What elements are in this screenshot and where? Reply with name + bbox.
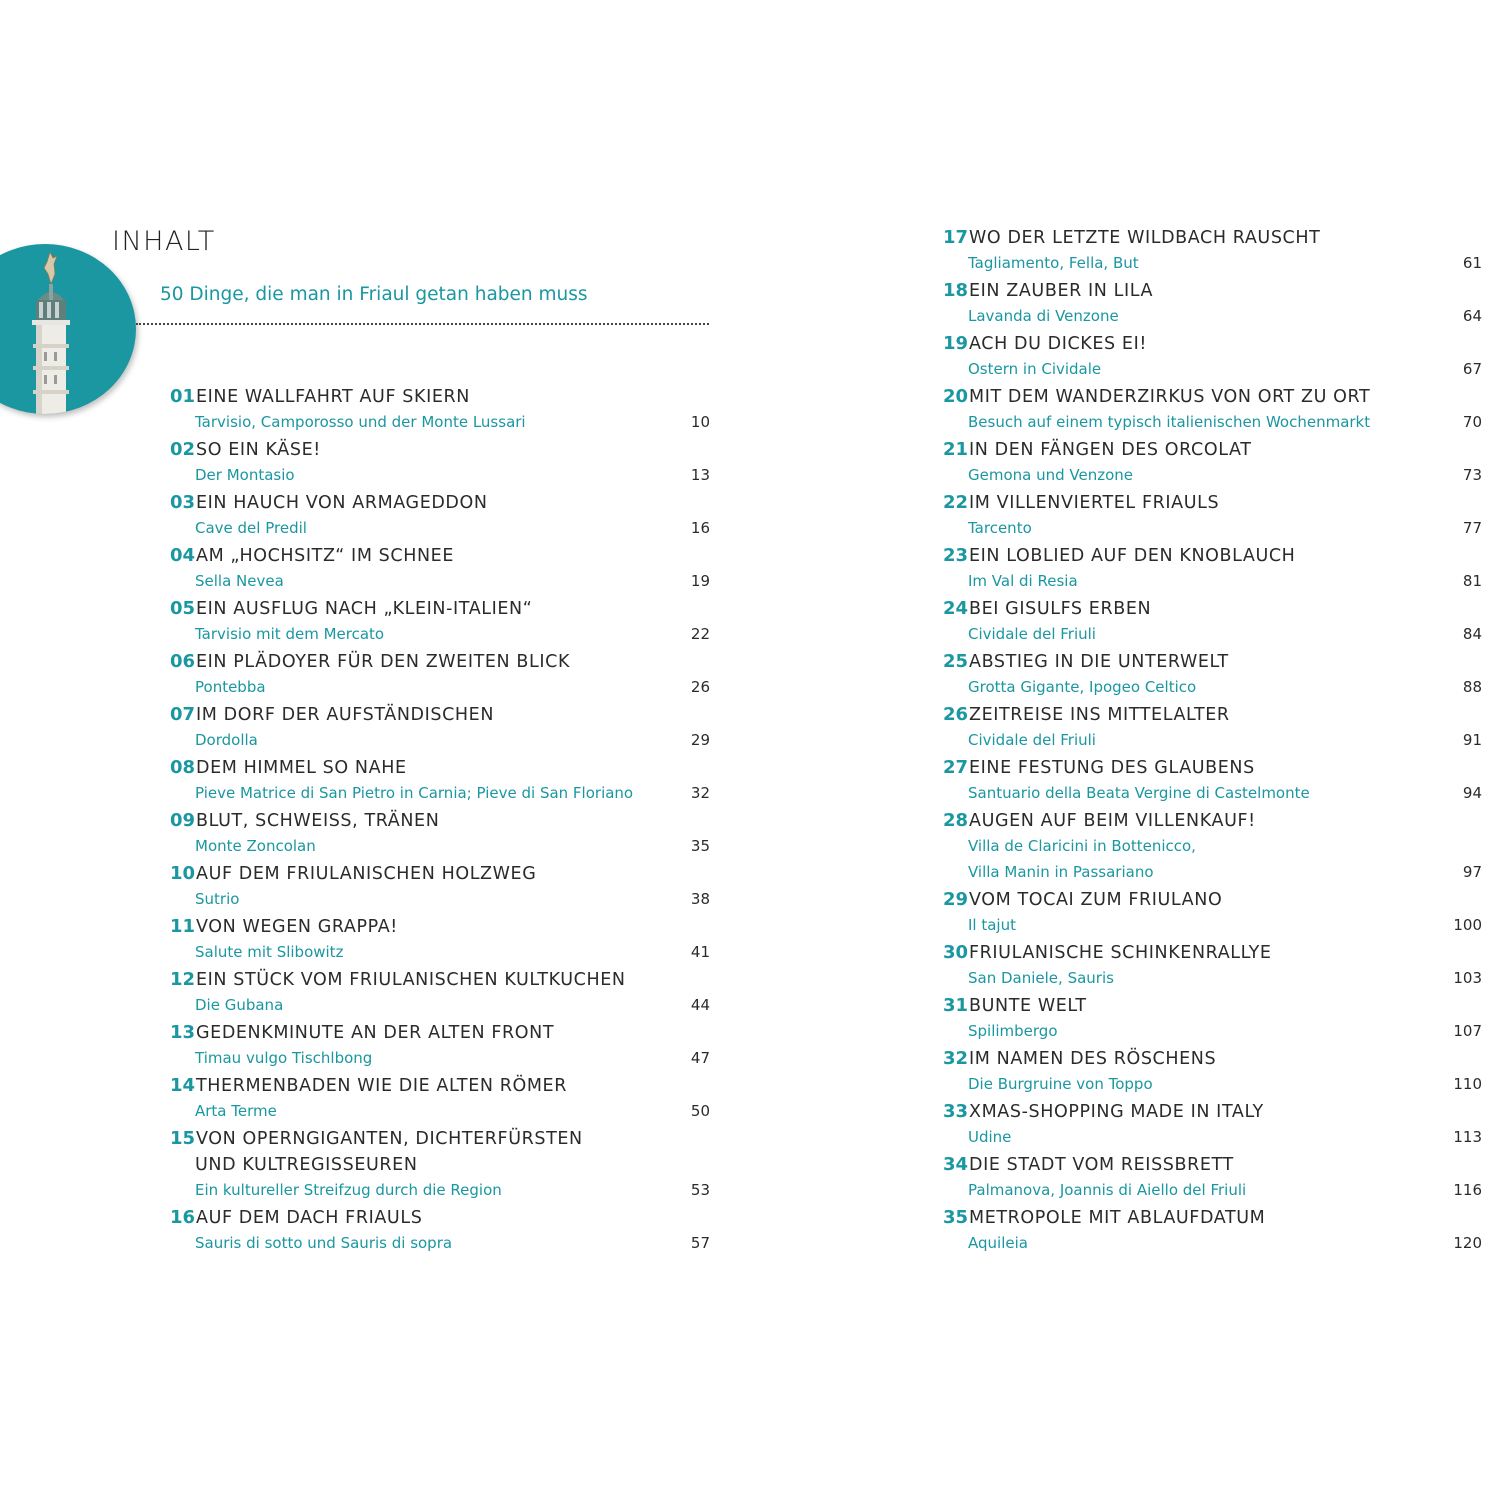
- toc-entry-head: [157, 1128, 710, 1155]
- entry-page-number: 100: [1453, 916, 1482, 934]
- entry-title: ABSTIEG IN DIE UNTERWELT: [969, 652, 1229, 672]
- entry-title: AM „HOCHSITZ“ IM SCHNEE: [196, 546, 454, 566]
- entry-subtitle-row: [930, 678, 1482, 704]
- toc-entry-head: [930, 545, 1482, 572]
- entry-subtitle-row: [930, 1128, 1482, 1154]
- entry-number: 20: [942, 386, 968, 407]
- entry-page-number: 29: [690, 731, 710, 749]
- toc-entry-head: [930, 1048, 1482, 1075]
- entry-subtitle-row: [157, 519, 710, 545]
- entry-title: DEM HIMMEL SO NAHE: [196, 758, 407, 778]
- toc-entry[interactable]: [930, 439, 1482, 492]
- entry-subtitle-row: [930, 360, 1482, 386]
- toc-entry[interactable]: [157, 545, 710, 598]
- entry-subtitle: Cividale del Friuli: [968, 625, 1096, 643]
- toc-entry-head: [157, 757, 710, 784]
- toc-entry-head: [157, 1207, 710, 1234]
- entry-number: 33: [942, 1101, 968, 1122]
- toc-entry-head: [930, 757, 1482, 784]
- entry-subtitle-row: [157, 413, 710, 439]
- toc-entry[interactable]: [157, 439, 710, 492]
- entry-number: 05: [169, 598, 195, 619]
- entry-number: 31: [942, 995, 968, 1016]
- entry-page-number: 26: [690, 678, 710, 696]
- entry-number: 22: [942, 492, 968, 513]
- entry-title: IM NAMEN DES RÖSCHENS: [969, 1049, 1217, 1069]
- entry-subtitle: Timau vulgo Tischlbong: [195, 1049, 373, 1067]
- entry-title: IM DORF DER AUFSTÄNDISCHEN: [196, 705, 495, 725]
- toc-entry[interactable]: [930, 942, 1482, 995]
- entry-number: 26: [942, 704, 968, 725]
- entry-title: WO DER LETZTE WILDBACH RAUSCHT: [969, 228, 1321, 248]
- entry-subtitle: Dordolla: [195, 731, 258, 749]
- entry-number: 12: [169, 969, 195, 990]
- entry-subtitle: Spilimbergo: [968, 1022, 1058, 1040]
- toc-entry[interactable]: [157, 916, 710, 969]
- entry-page-number: 10: [690, 413, 710, 431]
- entry-title: XMAS-SHOPPING MADE IN ITALY: [969, 1102, 1264, 1122]
- toc-entry[interactable]: [930, 810, 1482, 889]
- toc-entry[interactable]: [157, 704, 710, 757]
- entry-subtitle: Villa Manin in Passariano: [968, 863, 1154, 881]
- entry-title-continued: UND KULTREGISSEUREN: [195, 1155, 418, 1175]
- entry-page-number: 47: [690, 1049, 710, 1067]
- entry-title: SO EIN KÄSE!: [196, 440, 321, 460]
- entry-page-number: 91: [1462, 731, 1482, 749]
- entry-title: MIT DEM WANDERZIRKUS VON ORT ZU ORT: [969, 387, 1371, 407]
- toc-entry-head: [930, 704, 1482, 731]
- entry-subtitle-row: [930, 413, 1482, 439]
- entry-number: 34: [942, 1154, 968, 1175]
- entry-title: GEDENKMINUTE AN DER ALTEN FRONT: [196, 1023, 555, 1043]
- entry-subtitle-row: [157, 1049, 710, 1075]
- entry-subtitle-row: [930, 572, 1482, 598]
- toc-entry[interactable]: [157, 386, 710, 439]
- entry-title: IM VILLENVIERTEL FRIAULS: [969, 493, 1220, 513]
- entry-page-number: 67: [1462, 360, 1482, 378]
- entry-page-number: 22: [690, 625, 710, 643]
- entry-subtitle-row: [157, 1181, 710, 1207]
- toc-entry[interactable]: [930, 1101, 1482, 1154]
- entry-title: METROPOLE MIT ABLAUFDATUM: [969, 1208, 1266, 1228]
- entry-page-number: 77: [1462, 519, 1482, 537]
- entry-subtitle: Salute mit Slibowitz: [195, 943, 344, 961]
- entry-subtitle: San Daniele, Sauris: [968, 969, 1114, 987]
- entry-number: 32: [942, 1048, 968, 1069]
- entry-page-number: 84: [1462, 625, 1482, 643]
- entry-number: 35: [942, 1207, 968, 1228]
- entry-subtitle-row: [157, 996, 710, 1022]
- entry-title: EINE FESTUNG DES GLAUBENS: [969, 758, 1255, 778]
- toc-entry[interactable]: [930, 598, 1482, 651]
- toc-entry-head: [930, 227, 1482, 254]
- entry-page-number: 35: [690, 837, 710, 855]
- toc-entry[interactable]: [930, 757, 1482, 810]
- entry-number: 14: [169, 1075, 195, 1096]
- entry-title: AUGEN AUF BEIM VILLENKAUF!: [969, 811, 1256, 831]
- entry-subtitle-row: [930, 1181, 1482, 1207]
- entry-page-number: 57: [690, 1234, 710, 1252]
- entry-subtitle: Tagliamento, Fella, But: [968, 254, 1139, 272]
- toc-subtitle: 50 Dinge, die man in Friaul getan haben muss: [160, 284, 588, 305]
- entry-title: BEI GISULFS ERBEN: [969, 599, 1152, 619]
- entry-page-number: 97: [1462, 863, 1482, 881]
- toc-entry[interactable]: [157, 598, 710, 651]
- toc-entry[interactable]: [930, 889, 1482, 942]
- entry-subtitle: Il tajut: [968, 916, 1016, 934]
- entry-number: 19: [942, 333, 968, 354]
- toc-entry-head: [930, 889, 1482, 916]
- tower-photo-badge: [0, 244, 136, 414]
- entry-page-number: 16: [690, 519, 710, 537]
- entry-subtitle: Sauris di sotto und Sauris di sopra: [195, 1234, 453, 1252]
- toc-entry[interactable]: [930, 386, 1482, 439]
- entry-title: AUF DEM FRIULANISCHEN HOLZWEG: [196, 864, 537, 884]
- entry-subtitle-row: [157, 466, 710, 492]
- entry-subtitle: Palmanova, Joannis di Aiello del Friuli: [968, 1181, 1247, 1199]
- entry-number: 13: [169, 1022, 195, 1043]
- entry-title: VON WEGEN GRAPPA!: [196, 917, 398, 937]
- entry-subtitle: Der Montasio: [195, 466, 295, 484]
- entry-subtitle-row: [930, 1234, 1482, 1260]
- entry-subtitle-row: [930, 863, 1482, 889]
- entry-subtitle-row: [157, 678, 710, 704]
- entry-number: 01: [169, 386, 195, 407]
- entry-subtitle: Sella Nevea: [195, 572, 284, 590]
- toc-right-column: [930, 227, 1482, 1260]
- entry-subtitle: Santuario della Beata Vergine di Castelmonte: [968, 784, 1310, 802]
- dotted-divider: [136, 323, 709, 325]
- entry-title: EIN ZAUBER IN LILA: [969, 281, 1154, 301]
- toc-entry-head: [157, 545, 710, 572]
- entry-number: 16: [169, 1207, 195, 1228]
- toc-entry[interactable]: [930, 492, 1482, 545]
- entry-subtitle: Gemona und Venzone: [968, 466, 1134, 484]
- entry-page-number: 70: [1462, 413, 1482, 431]
- toc-entry-head: [157, 1075, 710, 1102]
- entry-page-number: 88: [1462, 678, 1482, 696]
- toc-entry-head: [157, 863, 710, 890]
- toc-entry-head: [930, 942, 1482, 969]
- entry-subtitle: Die Burgruine von Toppo: [968, 1075, 1153, 1093]
- entry-title: VON OPERNGIGANTEN, DICHTERFÜRSTEN: [196, 1129, 583, 1149]
- entry-subtitle-row: [157, 943, 710, 969]
- entry-subtitle-row: [157, 572, 710, 598]
- entry-subtitle: Cividale del Friuli: [968, 731, 1096, 749]
- entry-subtitle-row: [157, 731, 710, 757]
- entry-page-number: 61: [1462, 254, 1482, 272]
- entry-number: 30: [942, 942, 968, 963]
- entry-page-number: 19: [690, 572, 710, 590]
- entry-page-number: 38: [690, 890, 710, 908]
- entry-title: EIN LOBLIED AUF DEN KNOBLAUCH: [969, 546, 1296, 566]
- toc-entry[interactable]: [930, 280, 1482, 333]
- toc-entry[interactable]: [930, 704, 1482, 757]
- toc-entry[interactable]: [157, 757, 710, 810]
- entry-number: 29: [942, 889, 968, 910]
- entry-subtitle: Arta Terme: [195, 1102, 277, 1120]
- toc-entry[interactable]: [930, 545, 1482, 598]
- toc-entry-head: [157, 810, 710, 837]
- entry-subtitle: Udine: [968, 1128, 1012, 1146]
- entry-subtitle: Grotta Gigante, Ipogeo Celtico: [968, 678, 1197, 696]
- toc-entry-head: [157, 916, 710, 943]
- entry-page-number: 50: [690, 1102, 710, 1120]
- toc-entry[interactable]: [930, 1207, 1482, 1260]
- toc-entry-head: [930, 439, 1482, 466]
- entry-title: ACH DU DICKES EI!: [969, 334, 1147, 354]
- entry-number: 06: [169, 651, 195, 672]
- entry-subtitle-row: [930, 837, 1482, 863]
- toc-entry-head: [157, 439, 710, 466]
- toc-entry[interactable]: [157, 863, 710, 916]
- entry-page-number: 53: [690, 1181, 710, 1199]
- entry-subtitle-row: [930, 466, 1482, 492]
- entry-page-number: 110: [1453, 1075, 1482, 1093]
- toc-entry-head: [157, 492, 710, 519]
- entry-title: EIN STÜCK VOM FRIULANISCHEN KULTKUCHEN: [196, 970, 626, 990]
- entry-title: THERMENBADEN WIE DIE ALTEN RÖMER: [196, 1076, 567, 1096]
- entry-subtitle: Cave del Predil: [195, 519, 307, 537]
- entry-title: ZEITREISE INS MITTELALTER: [969, 705, 1230, 725]
- entry-title: EIN AUSFLUG NACH „KLEIN-ITALIEN“: [196, 599, 533, 619]
- entry-subtitle: Pieve Matrice di San Pietro in Carnia; Pieve di San Floriano: [195, 784, 634, 802]
- entry-subtitle: Pontebba: [195, 678, 266, 696]
- entry-page-number: 13: [690, 466, 710, 484]
- entry-title: IN DEN FÄNGEN DES ORCOLAT: [969, 440, 1252, 460]
- entry-subtitle: Tarvisio mit dem Mercato: [195, 625, 385, 643]
- entry-subtitle-row: [930, 307, 1482, 333]
- entry-subtitle-row: [930, 254, 1482, 280]
- toc-left-column: [157, 386, 710, 1260]
- entry-subtitle-row: [157, 625, 710, 651]
- toc-entry-head: [930, 651, 1482, 678]
- entry-title: DIE STADT VOM REISSBRETT: [969, 1155, 1234, 1175]
- toc-entry-head: [930, 492, 1482, 519]
- entry-subtitle-row: [157, 890, 710, 916]
- entry-subtitle-row: [930, 1075, 1482, 1101]
- entry-subtitle: Aquileia: [968, 1234, 1028, 1252]
- entry-page-number: 120: [1453, 1234, 1482, 1252]
- entry-number: 02: [169, 439, 195, 460]
- toc-entry[interactable]: [930, 995, 1482, 1048]
- entry-subtitle-row: [930, 1022, 1482, 1048]
- toc-entry[interactable]: [930, 651, 1482, 704]
- entry-subtitle: Lavanda di Venzone: [968, 307, 1119, 325]
- entry-subtitle: Ein kultureller Streifzug durch die Region: [195, 1181, 502, 1199]
- entry-page-number: 64: [1462, 307, 1482, 325]
- toc-entry[interactable]: [930, 227, 1482, 280]
- toc-entry-head: [930, 280, 1482, 307]
- entry-subtitle: Monte Zoncolan: [195, 837, 316, 855]
- entry-number: 09: [169, 810, 195, 831]
- entry-number: 17: [942, 227, 968, 248]
- toc-entry-head: [930, 333, 1482, 360]
- entry-number: 21: [942, 439, 968, 460]
- entry-subtitle-row: [157, 1102, 710, 1128]
- entry-page-number: 44: [690, 996, 710, 1014]
- entry-number: 18: [942, 280, 968, 301]
- entry-subtitle: Ostern in Cividale: [968, 360, 1102, 378]
- entry-number: 28: [942, 810, 968, 831]
- entry-page-number: 32: [690, 784, 710, 802]
- lighthouse-tower-icon: [0, 244, 136, 414]
- toc-entry[interactable]: [157, 969, 710, 1022]
- entry-page-number: 116: [1453, 1181, 1482, 1199]
- entry-title: EINE WALLFAHRT AUF SKIERN: [196, 387, 470, 407]
- entry-number: 24: [942, 598, 968, 619]
- toc-entry[interactable]: [157, 1128, 710, 1207]
- entry-number: 25: [942, 651, 968, 672]
- toc-entry[interactable]: [157, 492, 710, 545]
- toc-entry-head: [157, 386, 710, 413]
- toc-entry-head: [157, 598, 710, 625]
- toc-entry-head: [930, 598, 1482, 625]
- entry-page-number: 73: [1462, 466, 1482, 484]
- entry-title: EIN HAUCH VON ARMAGEDDON: [196, 493, 488, 513]
- entry-number: 07: [169, 704, 195, 725]
- entry-subtitle-row: [930, 731, 1482, 757]
- entry-number: 04: [169, 545, 195, 566]
- toc-entry[interactable]: [157, 810, 710, 863]
- entry-subtitle-row: [157, 784, 710, 810]
- entry-subtitle-row: [930, 625, 1482, 651]
- entry-title: AUF DEM DACH FRIAULS: [196, 1208, 423, 1228]
- toc-entry[interactable]: [157, 1075, 710, 1128]
- entry-page-number: 94: [1462, 784, 1482, 802]
- toc-entry-head: [157, 651, 710, 678]
- entry-number: 27: [942, 757, 968, 778]
- toc-entry[interactable]: [157, 1207, 710, 1260]
- toc-entry-head: [157, 969, 710, 996]
- entry-subtitle-row: [157, 837, 710, 863]
- entry-page-number: 81: [1462, 572, 1482, 590]
- entry-subtitle: Besuch auf einem typisch italienischen Wochenmarkt: [968, 413, 1371, 431]
- entry-subtitle: Villa de Claricini in Bottenicco,: [968, 837, 1196, 855]
- toc-entry[interactable]: [157, 651, 710, 704]
- entry-number: 15: [169, 1128, 195, 1149]
- entry-subtitle-row: [157, 1234, 710, 1260]
- entry-number: 10: [169, 863, 195, 884]
- toc-entry-head: [157, 704, 710, 731]
- entry-title: FRIULANISCHE SCHINKENRALLYE: [969, 943, 1272, 963]
- entry-title: BLUT, SCHWEISS, TRÄNEN: [196, 811, 440, 831]
- entry-page-number: 107: [1453, 1022, 1482, 1040]
- entry-title: VOM TOCAI ZUM FRIULANO: [969, 890, 1223, 910]
- toc-entry[interactable]: [930, 1048, 1482, 1101]
- entry-subtitle: Die Gubana: [195, 996, 284, 1014]
- entry-number: 11: [169, 916, 195, 937]
- entry-page-number: 113: [1453, 1128, 1482, 1146]
- entry-title: EIN PLÄDOYER FÜR DEN ZWEITEN BLICK: [196, 652, 571, 672]
- toc-entry-head: [930, 1207, 1482, 1234]
- toc-title: INHALT: [112, 226, 216, 257]
- entry-subtitle: Sutrio: [195, 890, 240, 908]
- toc-entry-head: [157, 1022, 710, 1049]
- toc-entry-head: [930, 995, 1482, 1022]
- toc-entry-head: [930, 386, 1482, 413]
- entry-page-number: 41: [690, 943, 710, 961]
- toc-entry[interactable]: [157, 1022, 710, 1075]
- entry-subtitle-row: [930, 784, 1482, 810]
- entry-subtitle-row: [930, 916, 1482, 942]
- toc-entry[interactable]: [930, 333, 1482, 386]
- entry-page-number: 103: [1453, 969, 1482, 987]
- toc-entry-head: [930, 810, 1482, 837]
- entry-subtitle-row: [930, 519, 1482, 545]
- entry-subtitle: Im Val di Resia: [968, 572, 1078, 590]
- toc-entry[interactable]: [930, 1154, 1482, 1207]
- entry-subtitle: Tarcento: [968, 519, 1032, 537]
- entry-subtitle-row: [930, 969, 1482, 995]
- entry-number: 03: [169, 492, 195, 513]
- toc-entry-head: [930, 1101, 1482, 1128]
- entry-subtitle: Tarvisio, Camporosso und der Monte Lussari: [195, 413, 526, 431]
- entry-number: 08: [169, 757, 195, 778]
- entry-title: BUNTE WELT: [969, 996, 1087, 1016]
- toc-entry-head: [930, 1154, 1482, 1181]
- entry-number: 23: [942, 545, 968, 566]
